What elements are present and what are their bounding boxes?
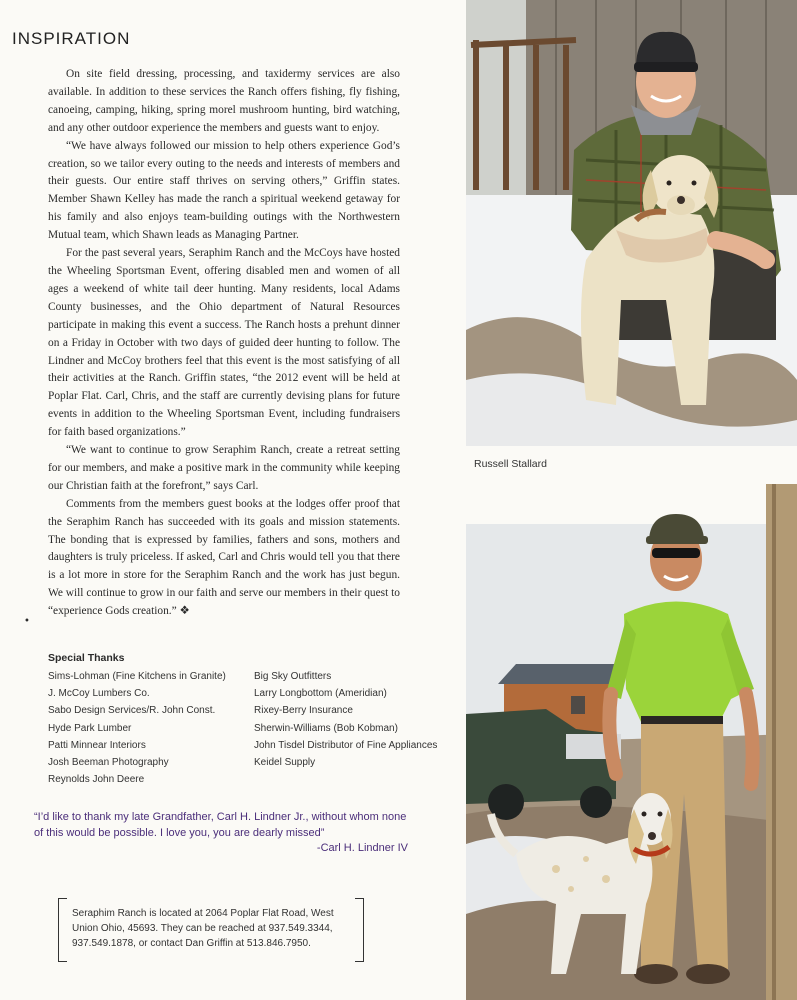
thanks-item: Hyde Park Lumber [48,722,132,734]
thanks-item: Josh Beeman Photography [48,757,169,769]
special-thanks-title: Special Thanks [48,652,125,664]
contact-info-text: Seraphim Ranch is located at 2064 Poplar Flat Road, West Union Ohio, 45693. They can be reached at 937.549.3344, 937.549.1878, or contact Dan Griffin at 513.846.7950. [72,908,334,949]
thanks-item: Larry Longbottom (Ameridian) [254,688,387,700]
thanks-column-1 [48,668,226,788]
paragraph-3: For the past several years, Seraphim Ranch and the McCoys have hosted the Wheeling Sportsman Event, offering disabled men and women of all ages a weekend of white tail deer hunting. Many residents, local Adams County businesses, and the Ohio department of Natural Resources participate in making this event a success. The Ranch hosts a prehunt dinner on a Friday in October with two days of guided deer hunting to follow. The Lindner and McCoy brothers feel that this event is the most satisfying of all their activities at the Ranch. Griffin states, “the 2012 event will be held at Poplar Flat. Carl, Chris, and the staff are currently devising plans for future events in addition to the Wheeling Sportsman Event, including fundraisers for faith based organizations.” [48,247,400,439]
paragraph-4: “We want to continue to grow Seraphim Ranch, create a retreat setting for our members, and make a positive mark in the community while keeping our Christian faith at the forefront,” says Carl. [48,444,400,492]
right-bracket [355,898,364,962]
margin-dot: • [24,616,30,627]
thanks-item: Keidel Supply [254,757,316,769]
photo-2-illustration [466,484,797,1000]
thanks-item: Rixey-Berry Insurance [254,705,353,717]
thanks-item: Sims-Lohman (Fine Kitchens in Granite) [48,671,226,682]
contact-info-box [58,898,364,960]
caption-photo-1: Russell Stallard [474,458,547,470]
thanks-item: Big Sky Outfitters [254,671,332,682]
left-bracket [58,898,67,962]
quote-signature: -Carl H. Lindner IV [316,842,408,854]
photo-1-illustration [466,0,797,446]
article-body [48,66,400,621]
section-label: INSPIRATION [12,29,131,48]
paragraph-5: Comments from the members guest books at the lodges offer proof that the Seraphim Ranch has succeeded with its goals and mission statements. The bonding that is expressed by families, fathers and sons, mothers and daughters is truly priceless. If asked, Carl and Chris would tell you that there is a lot more in store for the Seraphim Ranch and the work has just begun. We will continue to grow in our faith and serve our members in their quest to “experience Gods creation.” ❖ [48,497,400,618]
paragraph-1: On site field dressing, processing, and taxidermy services are also available. In addition to these services the Ranch offers fishing, fly fishing, canoeing, camping, hiking, spring morel mushroom hunting, bird watching, and any other outdoor experience the members and guests want to enjoy. [48,68,400,134]
thanks-item: Sherwin-Williams (Bob Kobman) [254,722,398,734]
thanks-column-2 [254,668,437,771]
quote-text: “I’d like to thank my late Grandfather, Carl H. Lindner Jr., without whom none of this would be possible. I love you, you are dearly missed” [34,811,407,839]
thanks-item: John Tisdel Distributor of Fine Appliances [254,739,438,751]
thanks-item: Reynolds John Deere [48,774,145,786]
photo-russell-stallard [466,0,797,446]
dedication-quote [34,810,414,857]
thanks-item: Patti Minnear Interiors [48,739,146,751]
paragraph-2: “We have always followed our mission to help others experience God’s creation, so we tailor every outing to the needs and interests of members and their guests. Our entire staff thrives on serving others,” Griffin states. Member Shawn Kelley has made the ranch a spiritual weekend getaway for his family and also enjoys team-building outings with the Northwestern Mutual team, which Shawn leads as Managing Partner. [48,139,400,242]
photo-dan-griffin [466,484,797,1000]
thanks-item: J. McCoy Lumbers Co. [48,688,150,700]
thanks-item: Sabo Design Services/R. John Const. [48,705,216,717]
